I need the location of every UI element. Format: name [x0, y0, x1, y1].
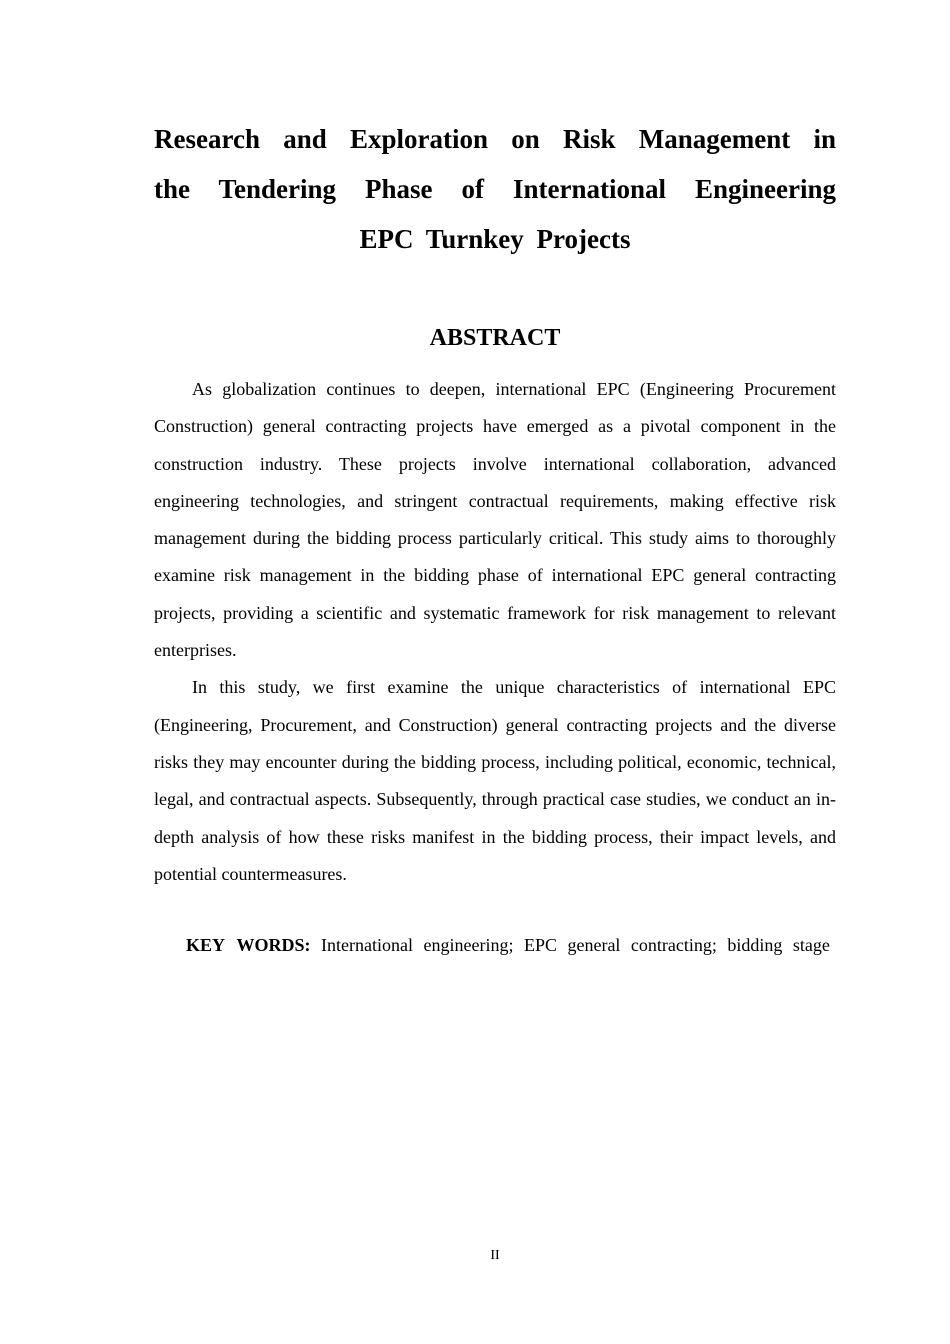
keywords-text: International engineering; EPC general contracting; bidding stage — [310, 935, 830, 955]
abstract-paragraph-1: As globalization continues to deepen, international EPC (Engineering Procurement Construction) general contracting projects have emerged as a pivotal component in the construction industry. These projects involve international collaboration, advanced engineering technologies, and stringent contractual requirements, making effective risk management during the bidding process particularly critical. This study aims to thoroughly examine risk management in the bidding phase of international EPC general contracting projects, providing a scientific and systematic framework for risk management to relevant enterprises. — [154, 379, 836, 661]
title-line-1: Research and Exploration on Risk Management in — [154, 124, 836, 154]
abstract-paragraph-2: In this study, we first examine the unique characteristics of international EPC (Engineering, Procurement, and Construction) general contracting projects and the diverse risks they may encounter during the bidding process, including political, economic, technical, legal, and contractual aspects. Subsequently, through practical case studies, we conduct an in-depth analysis of how these risks manifest in the bidding process, their impact levels, and potential countermeasures. — [154, 677, 836, 884]
keywords-label: KEY WORDS: — [186, 935, 311, 955]
title-line-3: EPC Turnkey Projects — [359, 224, 631, 254]
page-number: II — [490, 1248, 500, 1263]
abstract-body — [154, 371, 836, 893]
abstract-heading: ABSTRACT — [429, 325, 561, 351]
document-title — [154, 114, 836, 264]
title-line-2: the Tendering Phase of International Engineering — [154, 174, 836, 204]
keywords — [154, 927, 836, 964]
